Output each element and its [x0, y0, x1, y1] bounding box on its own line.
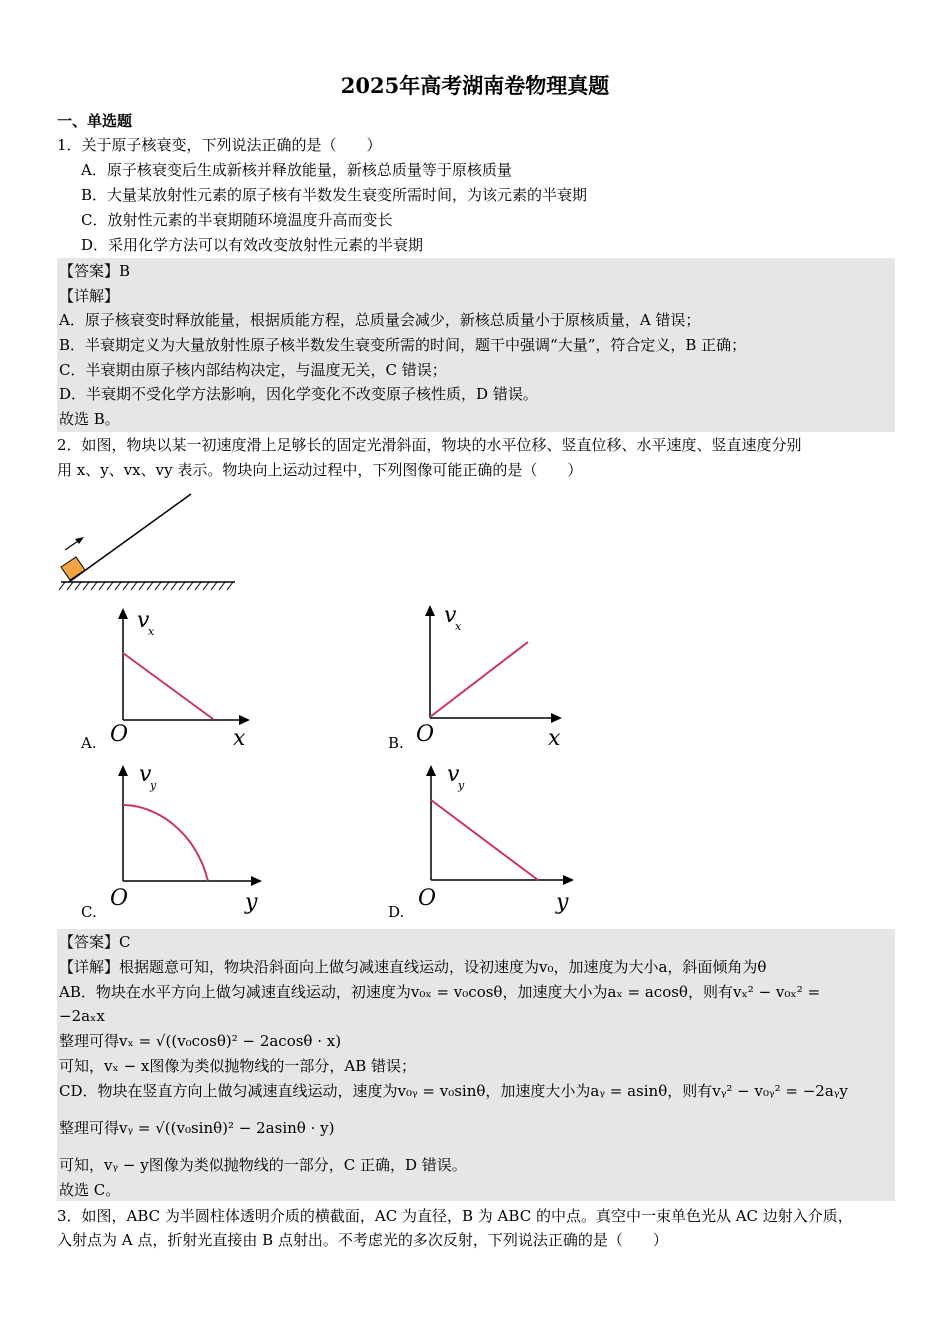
q1-explanation-c: C．半衰期由原子核内部结构决定，与温度无关，C 错误；: [59, 361, 447, 379]
graph-a-ylabel: v: [137, 608, 150, 633]
graph-b-xlabel: x: [548, 726, 561, 751]
graph-d-origin: O: [418, 886, 437, 911]
graph-a-origin: O: [110, 722, 129, 747]
graph-b-letter: B.: [388, 734, 404, 752]
q1-answer: 【答案】B: [59, 262, 131, 280]
graph-b-line: [430, 642, 528, 717]
x-axis-arrow: [563, 875, 574, 885]
q2-explanation-ab: AB．物块在水平方向上做匀减速直线运动，初速度为v₀ₓ = v₀cosθ，加速度大小为aₓ = acosθ，则有vₓ² − v₀ₓ² =: [59, 983, 821, 1001]
q2-stem-line1: 2．如图，物块以某一初速度滑上足够长的固定光滑斜面，物块的水平位移、竖直位移、水平速度、竖直速度分别: [57, 436, 802, 454]
graph-b-ysub: x: [455, 620, 462, 633]
q2-final: 故选 C。: [59, 1181, 121, 1199]
q1-explanation-d: D．半衰期不受化学方法影响，因化学变化不改变原子核性质，D 错误。: [59, 385, 538, 403]
graph-d-ylabel: v: [447, 762, 460, 787]
y-axis-arrow: [426, 765, 436, 776]
ground-hatching: [59, 582, 233, 590]
q1-detail-label: 【详解】: [59, 287, 120, 305]
q2-explanation-intro: 【详解】根据题意可知，物块沿斜面向上做匀减速直线运动，设初速度为v₀，加速度为大小a，斜面倾角为θ: [59, 958, 767, 976]
q2-answer: 【答案】C: [59, 933, 131, 951]
graph-d: [378, 760, 578, 900]
x-axis-arrow: [239, 715, 250, 725]
q3-stem-line1: 3．如图，ABC 为半圆柱体透明介质的横截面，AC 为直径，B 为 ABC 的中点。真空中一束单色光从 AC 边射入介质，: [57, 1207, 853, 1225]
page-title: 2025年高考湖南卷物理真题: [340, 73, 610, 98]
graph-a-letter: A.: [81, 734, 97, 752]
q2-explanation-ab-cont: −2aₓx: [59, 1007, 105, 1025]
y-axis-arrow: [118, 608, 128, 619]
y-axis-arrow: [425, 605, 435, 616]
graph-c-xlabel: y: [245, 890, 258, 915]
x-axis-arrow: [251, 876, 262, 886]
q2-formula-vy: 整理可得vᵧ = √((v₀sinθ)² − 2asinθ · y): [59, 1119, 335, 1137]
incline-line: [69, 494, 191, 582]
graph-a-line: [123, 653, 213, 719]
graph-d-letter: D.: [388, 903, 405, 921]
q1-explanation-b: B．半衰期定义为大量放射性原子核半数发生衰变所需的时间，题干中强调“大量”，符合定义，B 正确；: [59, 336, 747, 354]
q1-option-d: D．采用化学方法可以有效改变放射性元素的半衰期: [81, 236, 424, 254]
block: [61, 557, 85, 580]
q1-option-c: C．放射性元素的半衰期随环境温度升高而变长: [81, 211, 393, 229]
q2-stem-line2: 用 x、y、vx、vy 表示。物块向上运动过程中，下列图像可能正确的是（ ）: [57, 461, 583, 479]
graph-d-xlabel: y: [556, 890, 569, 915]
y-axis-arrow: [118, 765, 128, 776]
graph-b: [378, 600, 578, 745]
q2-explanation-cd: CD．物块在竖直方向上做匀减速直线运动，速度为v₀ᵧ = v₀sinθ，加速度大小为aᵧ = asinθ，则有vᵧ² − v₀ᵧ² = −2aᵧy: [59, 1082, 848, 1100]
velocity-arrow-head: [75, 537, 84, 544]
graph-c-curve: [123, 805, 208, 881]
q2-conclusion-ab: 可知，vₓ − x图像为类似抛物线的一部分，AB 错误；: [59, 1057, 417, 1075]
q3-stem-line2: 入射点为 A 点，折射光直接由 B 点射出。不考虑光的多次反射，下列说法正确的是（ ）: [57, 1231, 668, 1249]
graph-b-origin: O: [416, 722, 435, 747]
q1-stem: 1．关于原子核衰变，下列说法正确的是（ ）: [57, 136, 382, 154]
q1-option-a: A．原子核衰变后生成新核并释放能量，新核总质量等于原核质量: [81, 161, 512, 179]
q1-explanation-a: A．原子核衰变时释放能量，根据质能方程，总质量会减少，新核总质量小于原核质量，A 错误；: [59, 311, 701, 329]
incline-figure: [55, 488, 245, 598]
graph-c: [70, 760, 270, 900]
graph-d-ysub: y: [458, 779, 465, 792]
graph-d-line: [431, 800, 538, 880]
graph-a-ysub: x: [148, 625, 155, 638]
graph-c-ysub: y: [150, 779, 157, 792]
graph-b-ylabel: v: [444, 603, 457, 628]
x-axis-arrow: [551, 713, 562, 723]
graph-c-ylabel: v: [139, 762, 152, 787]
graph-c-letter: C.: [81, 903, 97, 921]
graph-a-xlabel: x: [233, 726, 246, 751]
section-heading: 一、单选题: [57, 112, 133, 130]
q2-conclusion-cd: 可知，vᵧ − y图像为类似抛物线的一部分，C 正确，D 错误。: [59, 1156, 467, 1174]
graph-c-origin: O: [110, 886, 129, 911]
q1-option-b: B．大量某放射性元素的原子核有半数发生衰变所需时间，为该元素的半衰期: [81, 186, 588, 204]
q2-formula-vx: 整理可得vₓ = √((v₀cosθ)² − 2acosθ · x): [59, 1032, 342, 1050]
q1-conclusion: 故选 B。: [59, 410, 120, 428]
